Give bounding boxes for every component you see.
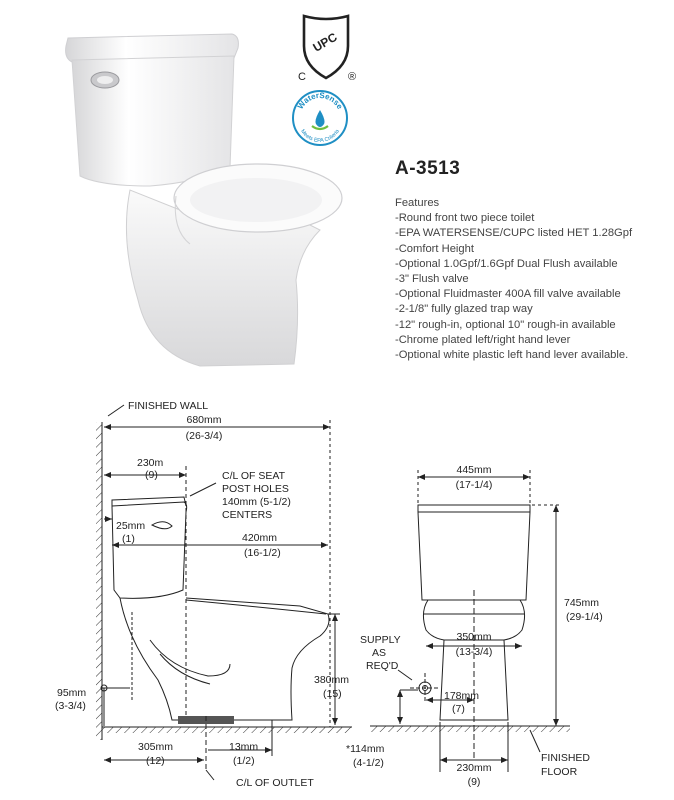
tank-width-in: (17-1/4) xyxy=(455,479,493,491)
overall-depth-in: (26-3/4) xyxy=(185,430,223,442)
rough-in-mm: 305mm xyxy=(138,741,174,753)
supply-label: SUPPLY xyxy=(360,634,401,646)
seat-cl-line: 140mm (5-1/2) xyxy=(222,496,291,508)
total-height-mm: 745mm xyxy=(564,597,600,609)
feature-item: -Chrome plated left/right hand lever xyxy=(395,333,571,346)
feature-item: -2-1/8" fully glazed trap way xyxy=(395,303,533,316)
floor-label: FINISHED xyxy=(541,752,591,764)
watersense-logo xyxy=(290,88,350,148)
upc-logo-text: UPC xyxy=(310,29,340,55)
side-view xyxy=(96,405,352,780)
features-heading: Features xyxy=(395,197,440,209)
bowl-width-in: (13-3/4) xyxy=(455,646,493,658)
finished-wall-label: FINISHED WALL xyxy=(128,400,209,412)
bowl-width-mm: 350mm xyxy=(456,631,492,643)
features-list xyxy=(395,196,632,363)
front-view xyxy=(370,470,570,772)
seat-cl-line: POST HOLES xyxy=(222,483,289,495)
outlet-label: C/L OF OUTLET xyxy=(236,777,314,789)
rough-in-in: (12) xyxy=(146,755,165,767)
bowl-length-in: (16-1/2) xyxy=(244,547,281,559)
feature-item: -Optional white plastic left hand lever available. xyxy=(395,349,629,362)
supply-height-in: (4-1/2) xyxy=(353,757,384,769)
floor-label: FLOOR xyxy=(541,766,578,778)
feature-item: -Optional Fluidmaster 400A fill valve available xyxy=(395,288,621,301)
seat-cl-line: C/L OF SEAT xyxy=(222,470,286,482)
dimension-drawing xyxy=(0,390,674,800)
outlet-gap-mm: 13mm xyxy=(229,741,259,753)
supply-height-mm: *114mm xyxy=(346,743,385,755)
tank-depth-mm: 230m xyxy=(137,457,164,469)
feature-item: -Comfort Height xyxy=(395,242,474,255)
supply-offset-mm: 95mm xyxy=(57,687,87,699)
wall-gap-mm: 25mm xyxy=(116,520,146,532)
supply-label: AS xyxy=(372,647,387,659)
feature-item: -Round front two piece toilet xyxy=(395,212,535,225)
tank-width-mm: 445mm xyxy=(456,464,492,476)
upc-registered-mark: ® xyxy=(348,71,357,83)
tank-depth-in: (9) xyxy=(145,469,158,481)
supply-label: REQ'D xyxy=(366,660,399,672)
seat-height-in: (15) xyxy=(323,688,342,700)
feature-item: -Optional 1.0Gpf/1.6Gpf Dual Flush available xyxy=(395,257,618,270)
base-width-in: (9) xyxy=(467,776,481,788)
upc-logo xyxy=(290,12,362,84)
model-number: A-3513 xyxy=(395,158,461,179)
feature-item: -3" Flush valve xyxy=(395,273,469,286)
feature-item: -EPA WATERSENSE/CUPC listed HET 1.28Gpf xyxy=(395,227,633,240)
supply-offset-front-in: (7) xyxy=(452,703,465,715)
bowl-length-mm: 420mm xyxy=(242,532,278,544)
wall-gap-in: (1) xyxy=(122,533,135,545)
upc-c-mark: C xyxy=(298,71,306,83)
supply-offset-in: (3-3/4) xyxy=(55,700,86,712)
base-width-mm: 230mm xyxy=(456,762,492,774)
outlet-gap-in: (1/2) xyxy=(233,755,255,767)
watersense-bottom-text: Meets EPA Criteria xyxy=(299,128,341,145)
feature-item: -12" rough-in, optional 10" rough-in available xyxy=(395,318,616,331)
watersense-top-text: WaterSense xyxy=(295,90,345,111)
supply-offset-front-mm: 178mm xyxy=(444,690,480,702)
overall-depth-mm: 680mm xyxy=(186,414,222,426)
total-height-in: (29-1/4) xyxy=(566,611,603,623)
seat-cl-line: CENTERS xyxy=(222,509,273,521)
seat-height-mm: 380mm xyxy=(314,674,350,686)
